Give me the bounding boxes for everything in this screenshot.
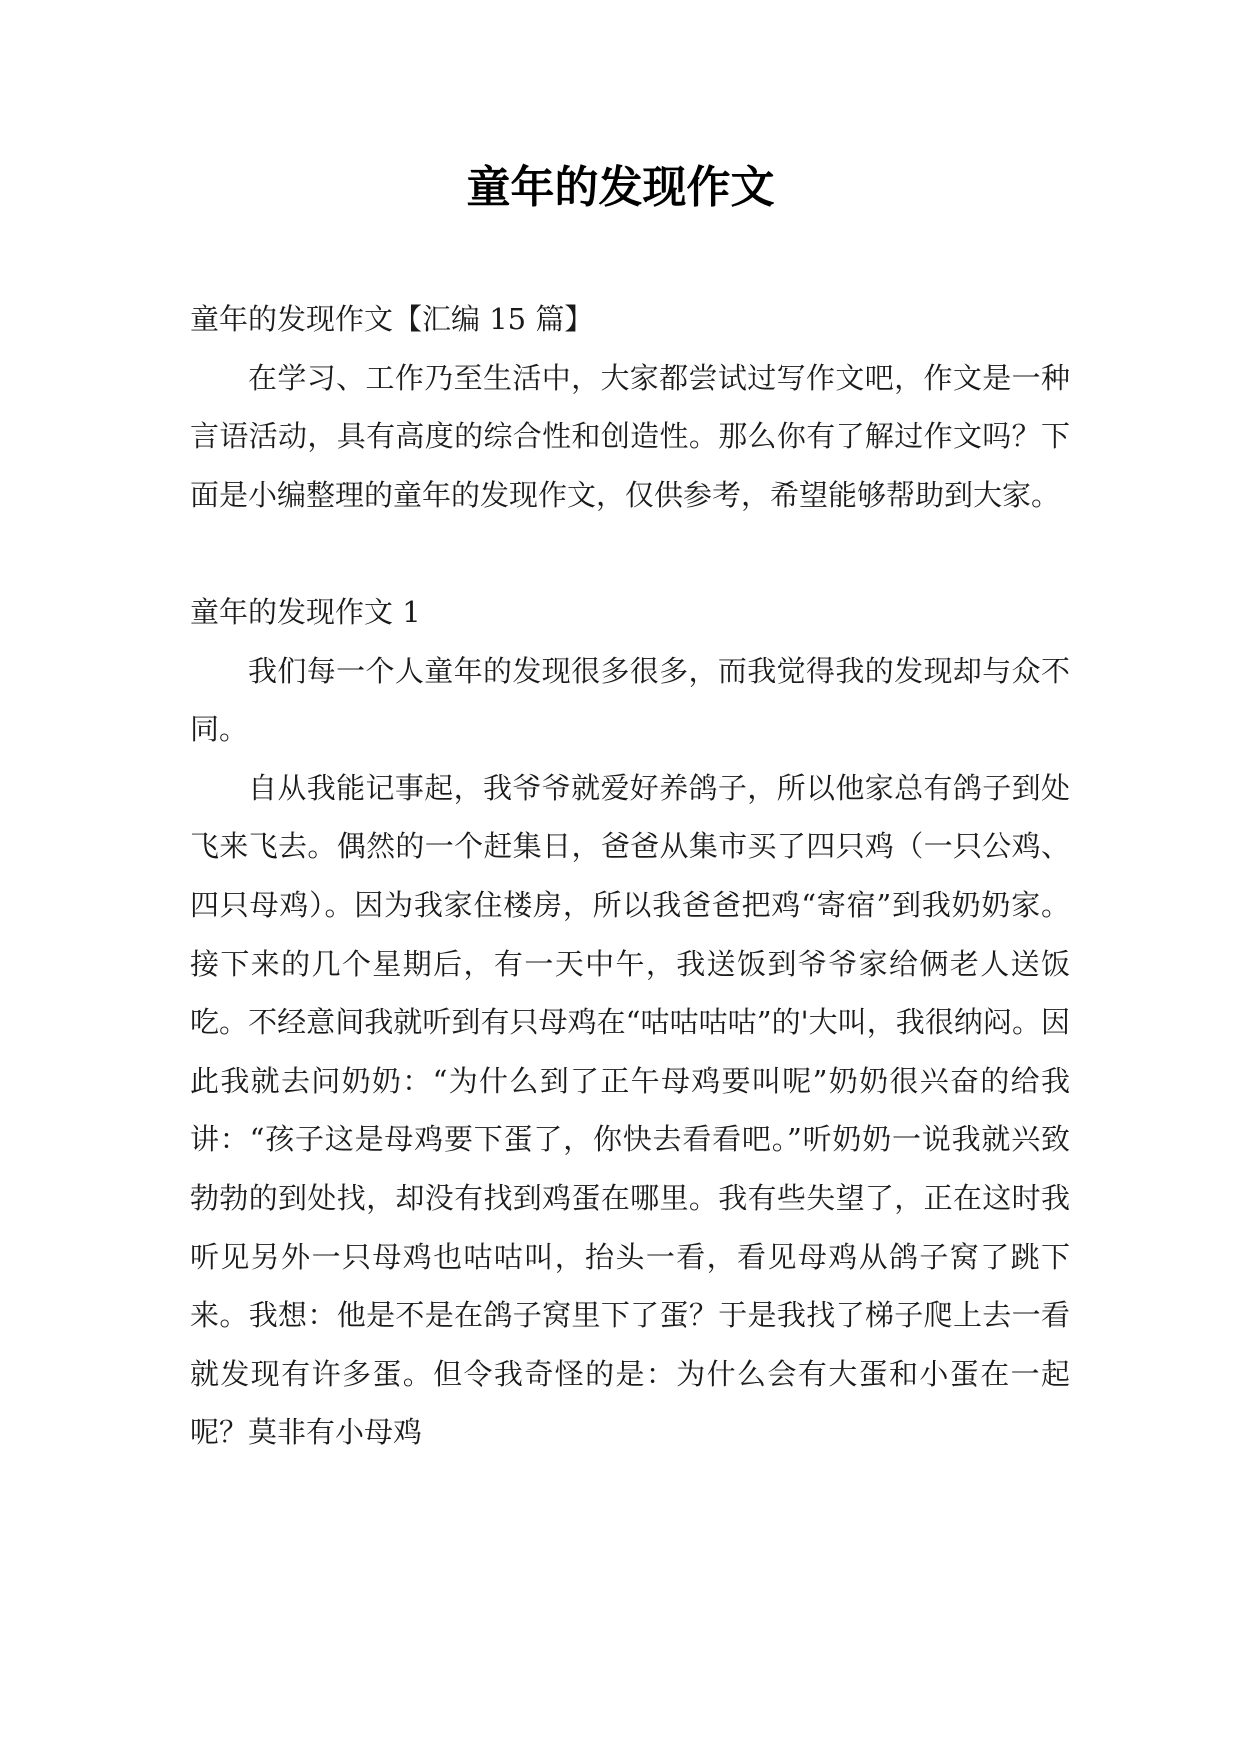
document-title: 童年的发现作文 xyxy=(466,162,775,213)
document-subtitle: 童年的发现作文【汇编 15 篇】 xyxy=(190,302,594,336)
body-paragraph: 我们每一个人童年的发现很多很多，而我觉得我的发现却与众不同。 xyxy=(190,653,1070,747)
document-body xyxy=(190,290,1070,1462)
intro-paragraph: 在学习、工作乃至生活中，大家都尝试过写作文吧，作文是一种言语活动，具有高度的综合性和创造性。那么你有了解过作文吗？下面是小编整理的童年的发现作文，仅供参考，希望能够帮助到大家。 xyxy=(190,360,1070,512)
paragraph-gap xyxy=(190,524,1070,583)
section-heading: 童年的发现作文 1 xyxy=(190,594,421,629)
body-paragraph: 自从我能记事起，我爷爷就爱好养鸽子，所以他家总有鸽子到处飞来飞去。偶然的一个赶集日，爸爸从集市买了四只鸡（一只公鸡、四只母鸡）。因为我家住楼房，所以我爸爸把鸡“寄宿”到我奶奶家。接下来的几个星期后，有一天中午，我送饭到爷爷家给俩老人送饭吃。不经意间我就听到有只母鸡在“咕咕咕咕”的'大叫，我很纳闷。因此我就去问奶奶：“为什么到了正午母鸡要叫呢”奶奶很兴奋的给我讲：“孩子这是母鸡要下蛋了，你快去看看吧。”听奶奶一说我就兴致勃勃的到处找，却没有找到鸡蛋在哪里。我有些失望了，正在这时我听见另外一只母鸡也咕咕叫，抬头一看，看见母鸡从鸽子窝了跳下来。我想：他是不是在鸽子窝里下了蛋？于是我找了梯子爬上去一看就发现有许多蛋。但令我奇怪的是：为什么会有大蛋和小蛋在一起呢？莫非有小母鸡 xyxy=(190,770,1070,1450)
